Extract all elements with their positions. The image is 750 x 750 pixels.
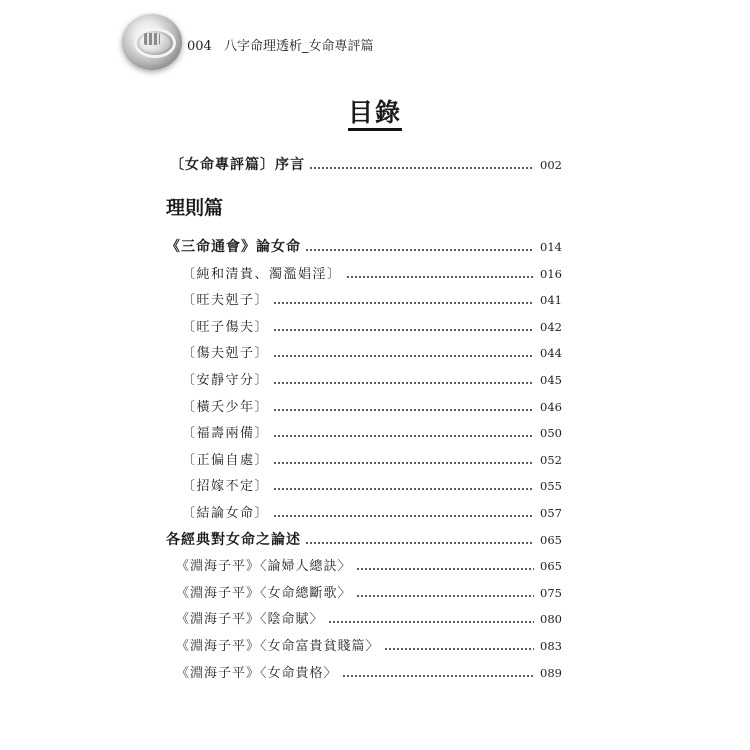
toc-entry-page: 065 (540, 533, 562, 547)
toc-entry[interactable] (182, 397, 562, 417)
toc-entry-page: 044 (540, 346, 562, 360)
toc-entry[interactable] (182, 450, 562, 470)
toc-entry-page: 075 (540, 586, 562, 600)
toc-entry-label: 〔純和清貴、濁濫娼淫〕 (182, 267, 342, 282)
toc-entry-page: 080 (540, 612, 562, 626)
toc-entry[interactable] (182, 423, 562, 443)
toc-entry-page: 042 (540, 320, 562, 334)
toc-entry-page: 057 (540, 506, 562, 520)
toc-entry[interactable] (176, 609, 562, 629)
toc-entry-label: 〔福壽兩備〕 (182, 426, 270, 441)
toc-entry[interactable] (176, 556, 562, 576)
toc-entry[interactable] (176, 583, 562, 603)
toc-entry-label: 〔傷夫剋子〕 (182, 346, 270, 361)
toc-entry-label: 《淵海子平》〈論婦人總訣〉 (176, 559, 352, 574)
dot-leader (356, 594, 535, 598)
toc-entry[interactable] (166, 237, 562, 257)
toc-entry-page: 055 (540, 479, 562, 493)
dot-leader (328, 620, 535, 624)
toc-entry-page: 052 (540, 453, 562, 467)
dot-leader (273, 354, 534, 358)
toc-entry-page: 002 (540, 158, 562, 172)
header-book-title: 八字命理透析_女命專評篇 (223, 39, 374, 54)
toc-entry-page: 065 (540, 559, 562, 573)
toc-entry[interactable] (182, 343, 562, 363)
dot-leader (273, 487, 534, 491)
toc-entry-page: 046 (540, 400, 562, 414)
dot-leader (273, 514, 534, 518)
toc-entry-label: 〔正偏自處〕 (182, 453, 270, 468)
toc-entry-label: 〔橫夭少年〕 (182, 400, 270, 415)
toc-entry[interactable] (176, 636, 562, 656)
toc-entry[interactable] (182, 370, 562, 390)
toc-entry-label: 《淵海子平》〈陰命賦〉 (176, 612, 324, 627)
toc-entry-page: 045 (540, 373, 562, 387)
dot-leader (273, 434, 534, 438)
dot-leader (356, 567, 535, 571)
toc-entry-label: 〔旺子傷夫〕 (182, 320, 270, 335)
toc-entry-label: 〔女命專評篇〕序言 (170, 157, 305, 173)
toc-entry-label: 《淵海子平》〈女命貴格〉 (176, 666, 338, 681)
toc-entry-page: 016 (540, 267, 562, 281)
toc-entry[interactable] (182, 290, 562, 310)
dot-leader (273, 328, 534, 332)
dot-leader (273, 381, 534, 385)
toc-entry-label: 《三命通會》論女命 (166, 239, 301, 255)
dot-leader (273, 301, 534, 305)
toc-entry[interactable] (176, 663, 562, 683)
dot-leader (305, 248, 534, 252)
section-heading: 理則篇 (166, 197, 224, 219)
dot-leader (346, 275, 535, 279)
dot-leader (384, 647, 535, 651)
toc-entry-page: 089 (540, 666, 562, 680)
dot-leader (273, 408, 534, 412)
toc-entry-page: 083 (540, 639, 562, 653)
toc-entry-label: 《淵海子平》〈女命總斷歌〉 (176, 586, 352, 601)
dot-leader (273, 461, 534, 465)
toc-entry[interactable] (182, 476, 562, 496)
header-page-number: 004 (187, 39, 212, 54)
toc-entry[interactable] (182, 317, 562, 337)
toc-entry-label: 〔招嫁不定〕 (182, 479, 270, 494)
toc-entry-label: 〔結論女命〕 (182, 506, 270, 521)
toc-entry-page: 041 (540, 293, 562, 307)
dot-leader (342, 674, 535, 678)
toc-entry-label: 〔旺夫剋子〕 (182, 293, 270, 308)
toc-entry-page: 014 (540, 240, 562, 254)
toc-entry-label: 各經典對女命之論述 (166, 532, 301, 548)
page-title-text: 目錄 (348, 98, 402, 131)
dot-leader (305, 541, 534, 545)
toc-entry-label: 〔安靜守分〕 (182, 373, 270, 388)
toc-entry-page: 050 (540, 426, 562, 440)
toc-entry-label: 《淵海子平》〈女命富貴貧賤篇〉 (176, 639, 380, 654)
toc-entry[interactable] (182, 264, 562, 284)
toc-entry[interactable] (182, 503, 562, 523)
toc-entry[interactable] (166, 530, 562, 550)
